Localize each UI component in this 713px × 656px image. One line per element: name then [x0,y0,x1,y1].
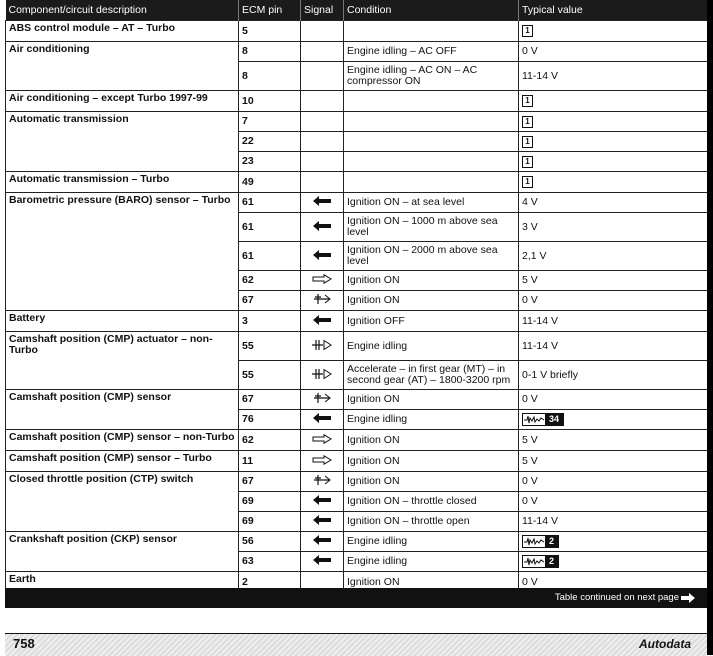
arrow-right-outline-icon [312,274,332,284]
oscilloscope-waveform-icon [522,535,559,548]
ecm-pin-cell: 69 [239,492,301,512]
condition-cell: Ignition ON [344,291,519,311]
arrow-left-icon [313,495,331,505]
table-row [6,172,708,193]
ecm-pin-cell: 67 [239,472,301,492]
continuation-bar [5,588,707,608]
signal-cell [301,410,344,430]
header-typical-value: Typical value [519,0,708,21]
arrow-left-icon [313,555,331,565]
table-row [6,112,708,132]
ecm-pin-cell: 69 [239,512,301,532]
reference-note-icon: 1 [522,116,533,128]
signal-cell [301,451,344,472]
condition-cell: Ignition ON – 1000 m above sea level [344,213,519,242]
header-condition: Condition [344,0,519,21]
ecm-pin-cell: 56 [239,532,301,552]
component-cell: Camshaft position (CMP) sensor – Turbo [6,451,239,472]
typical-value-cell [519,112,708,132]
header-ecm-pin: ECM pin [239,0,301,21]
page-footer [5,633,707,656]
ecm-pin-cell: 23 [239,152,301,172]
ecm-pin-cell: 11 [239,451,301,472]
arrow-right-outline-icon [312,455,332,465]
ecm-pin-cell: 62 [239,430,301,451]
signal-cell [301,172,344,193]
ecm-pin-cell: 63 [239,552,301,572]
condition-cell: Ignition ON [344,430,519,451]
ecm-pin-cell: 7 [239,112,301,132]
condition-cell: Ignition ON [344,472,519,492]
signal-cell [301,91,344,112]
component-cell: Battery [6,311,239,332]
condition-cell [344,132,519,152]
component-cell: Crankshaft position (CKP) sensor [6,532,239,572]
ground-symbol-icon [312,392,332,404]
signal-cell [301,512,344,532]
reference-note-icon: 1 [522,176,533,188]
oscilloscope-waveform-icon [522,555,559,568]
ecm-pin-cell: 8 [239,62,301,91]
table-row [6,390,708,410]
typical-value-cell [519,410,708,430]
signal-cell [301,472,344,492]
brand-logo: Autodata [639,637,691,651]
reference-note-icon: 1 [522,25,533,37]
signal-cell [301,390,344,410]
typical-value-cell [519,552,708,572]
component-cell: Camshaft position (CMP) actuator – non-Turbo [6,332,239,390]
typical-value-cell: 0 V [519,42,708,62]
condition-cell: Engine idling [344,532,519,552]
typical-value-cell: 4 V [519,193,708,213]
typical-value-cell [519,172,708,193]
ecm-pin-cell: 5 [239,21,301,42]
typical-value-cell: 0 V [519,291,708,311]
signal-cell [301,42,344,62]
header-signal: Signal [301,0,344,21]
typical-value-cell: 11-14 V [519,332,708,361]
signal-cell [301,152,344,172]
ecm-pin-cell: 10 [239,91,301,112]
ecm-pin-cell: 49 [239,172,301,193]
ecm-pin-cell: 67 [239,291,301,311]
typical-value-cell [519,532,708,552]
ecm-pin-table [5,0,708,593]
component-cell: ABS control module – AT – Turbo [6,21,239,42]
ecm-pin-cell: 22 [239,132,301,152]
condition-cell: Engine idling – AC ON – AC compressor ON [344,62,519,91]
ecm-pin-cell: 2 [239,572,301,593]
waveform-ref-number: 34 [545,414,563,425]
typical-value-cell: 0-1 V briefly [519,361,708,390]
ecm-pin-cell: 3 [239,311,301,332]
condition-cell [344,152,519,172]
typical-value-cell [519,91,708,112]
typical-value-cell [519,152,708,172]
signal-cell [301,430,344,451]
arrow-left-icon [313,250,331,260]
continued-label: Table continued on next page [554,592,679,603]
signal-cell [301,552,344,572]
signal-cell [301,193,344,213]
condition-cell: Ignition ON – throttle open [344,512,519,532]
typical-value-cell: 11-14 V [519,311,708,332]
table-row [6,332,708,361]
actuator-output-icon [311,339,333,351]
table-row [6,21,708,42]
table-row [6,430,708,451]
signal-cell [301,132,344,152]
component-cell: Automatic transmission [6,112,239,172]
ecm-pin-cell: 8 [239,42,301,62]
signal-cell [301,242,344,271]
condition-cell: Ignition ON – throttle closed [344,492,519,512]
typical-value-cell: 5 V [519,430,708,451]
component-cell: Camshaft position (CMP) sensor [6,390,239,430]
table-row [6,193,708,213]
typical-value-cell: 0 V [519,492,708,512]
arrow-left-icon [313,221,331,231]
condition-cell: Ignition ON [344,451,519,472]
typical-value-cell [519,132,708,152]
signal-cell [301,291,344,311]
oscilloscope-waveform-icon [522,413,564,426]
table-row [6,451,708,472]
condition-cell: Ignition ON [344,271,519,291]
actuator-output-icon [311,368,333,380]
arrow-left-icon [313,535,331,545]
signal-cell [301,271,344,291]
arrow-right-icon [681,593,695,603]
arrow-left-icon [313,515,331,525]
condition-cell: Engine idling [344,552,519,572]
component-cell: Barometric pressure (BARO) sensor – Turbo [6,193,239,311]
ecm-pin-cell: 76 [239,410,301,430]
signal-cell [301,62,344,91]
signal-cell [301,311,344,332]
table-row [6,472,708,492]
component-cell: Automatic transmission – Turbo [6,172,239,193]
signal-cell [301,492,344,512]
typical-value-cell [519,21,708,42]
condition-cell [344,172,519,193]
component-cell: Earth [6,572,239,593]
condition-cell: Ignition ON – 2000 m above sea level [344,242,519,271]
waveform-ref-number: 2 [545,536,558,547]
condition-cell [344,21,519,42]
condition-cell: Engine idling [344,410,519,430]
table-row [6,42,708,62]
typical-value-cell: 11-14 V [519,512,708,532]
reference-note-icon: 1 [522,95,533,107]
table-row [6,532,708,552]
ecm-pin-cell: 55 [239,361,301,390]
ground-symbol-icon [312,293,332,305]
arrow-right-outline-icon [312,434,332,444]
table-header-row [6,0,708,21]
signal-cell [301,532,344,552]
ecm-pin-cell: 61 [239,242,301,271]
signal-cell [301,361,344,390]
ecm-pin-cell: 62 [239,271,301,291]
condition-cell: Ignition ON [344,390,519,410]
component-cell: Air conditioning – except Turbo 1997-99 [6,91,239,112]
condition-cell: Ignition ON [344,572,519,593]
typical-value-cell: 5 V [519,451,708,472]
condition-cell [344,112,519,132]
condition-cell [344,91,519,112]
signal-cell [301,332,344,361]
arrow-left-icon [313,315,331,325]
table-row [6,311,708,332]
typical-value-cell: 0 V [519,572,708,593]
typical-value-cell: 0 V [519,472,708,492]
typical-value-cell: 3 V [519,213,708,242]
signal-cell [301,112,344,132]
reference-note-icon: 1 [522,136,533,148]
typical-value-cell: 2,1 V [519,242,708,271]
condition-cell: Accelerate – in first gear (MT) – in second gear (AT) – 1800-3200 rpm [344,361,519,390]
header-component: Component/circuit description [6,0,239,21]
signal-cell [301,21,344,42]
reference-note-icon: 1 [522,156,533,168]
table-row [6,91,708,112]
scan-edge [707,0,713,655]
typical-value-cell: 5 V [519,271,708,291]
ecm-pin-cell: 61 [239,193,301,213]
ecm-pin-cell: 55 [239,332,301,361]
arrow-left-icon [313,196,331,206]
condition-cell: Ignition ON – at sea level [344,193,519,213]
condition-cell: Ignition OFF [344,311,519,332]
component-cell: Camshaft position (CMP) sensor – non-Turbo [6,430,239,451]
waveform-ref-number: 2 [545,556,558,567]
component-cell: Closed throttle position (CTP) switch [6,472,239,532]
typical-value-cell: 0 V [519,390,708,410]
condition-cell: Engine idling – AC OFF [344,42,519,62]
typical-value-cell: 11-14 V [519,62,708,91]
component-cell: Air conditioning [6,42,239,91]
ecm-pin-cell: 61 [239,213,301,242]
condition-cell: Engine idling [344,332,519,361]
ecm-pin-cell: 67 [239,390,301,410]
signal-cell [301,213,344,242]
arrow-left-icon [313,413,331,423]
page-number: 758 [13,636,35,651]
ground-symbol-icon [312,474,332,486]
